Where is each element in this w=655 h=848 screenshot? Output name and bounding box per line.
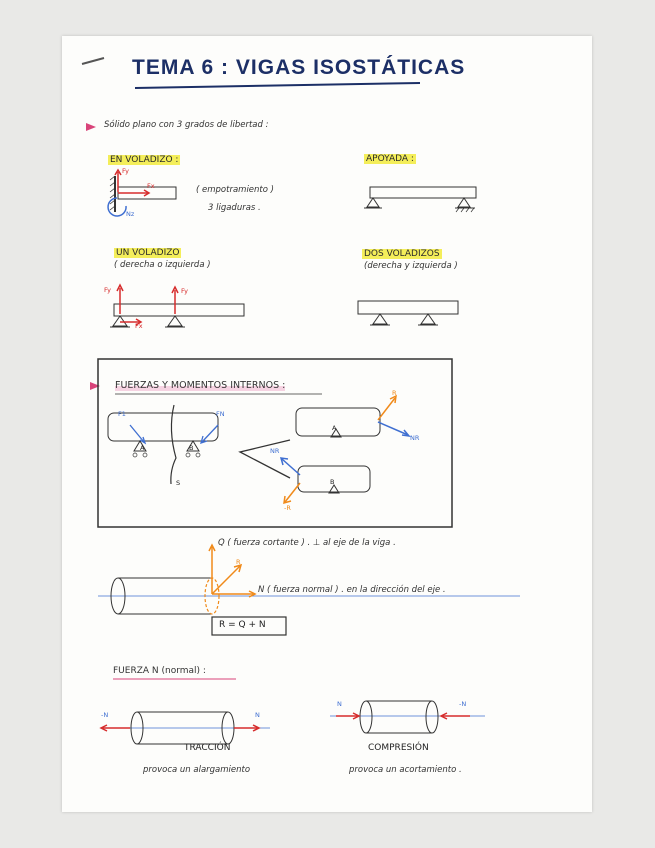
traccion-diagram: [100, 712, 270, 744]
traccion-desc: provoca un alargamiento: [143, 765, 251, 775]
voladizo-note-1: ( empotramiento ): [196, 185, 274, 195]
voladizo-note-2: 3 ligaduras .: [208, 203, 261, 213]
pencil-mark: [82, 58, 104, 64]
label-b: B: [189, 444, 194, 452]
voladizo-diagram: [108, 170, 176, 216]
un-voladizo-heading-text: UN VOLADIZO: [116, 248, 180, 258]
fuerzas-heading: FUERZAS Y MOMENTOS INTERNOS :: [115, 380, 286, 391]
un-voladizo-diagram: [110, 285, 244, 327]
q-definition: Q ( fuerza cortante ) . ⊥ al eje de la viga .: [218, 538, 396, 548]
formula-text: R = Q + N: [219, 620, 266, 630]
label-a-2: A: [332, 424, 337, 432]
un-voladizo-heading: [114, 248, 181, 258]
bullet-triangle-1: [86, 123, 96, 131]
dos-voladizos-sub: (derecha y izquierda ): [364, 261, 458, 271]
apoyada-diagram: [364, 187, 476, 212]
label-nr-right: NR: [410, 434, 420, 442]
dos-voladizos-heading: [362, 249, 442, 259]
intro-text: Sólido plano con 3 grados de libertad :: [104, 120, 269, 130]
apoyada-heading: [364, 154, 416, 164]
label-minus-n-left: -N: [101, 711, 109, 719]
page-title: TEMA 6 : VIGAS ISOSTÁTICAS: [132, 56, 466, 79]
n-definition: N ( fuerza normal ) . en la dirección del eje .: [258, 585, 446, 595]
label-n-right: N: [255, 711, 260, 719]
dos-voladizos-heading-text: DOS VOLADIZOS: [364, 249, 440, 259]
label-fx: Fx: [147, 182, 155, 190]
label-minus-n-right: -N: [459, 700, 467, 708]
label-nr-left: NR: [270, 447, 280, 455]
label-r-top: R: [392, 389, 397, 397]
label-r-def: R: [236, 558, 241, 566]
dos-voladizos-diagram: [358, 301, 458, 325]
label-moment: Nz: [126, 210, 135, 218]
right-segment-bottom: [281, 458, 370, 503]
label-fy-left: Fy: [104, 286, 111, 294]
label-s: S: [176, 479, 181, 487]
label-b-2: B: [330, 478, 335, 486]
label-fx-2: Fx: [135, 322, 143, 330]
label-fn: FN: [216, 410, 225, 418]
traccion-label: TRACCIÓN: [184, 743, 231, 753]
un-voladizo-sub: ( derecha o izquierda ): [114, 260, 211, 270]
compresion-desc: provoca un acortamiento .: [349, 765, 462, 775]
compresion-label: COMPRESIÓN: [368, 743, 429, 753]
right-segment-top: [296, 396, 409, 437]
label-fy-right: Fy: [181, 287, 188, 295]
apoyada-heading-text: APOYADA :: [366, 154, 414, 164]
label-fy: Fy: [122, 167, 129, 175]
r-arrow: [212, 566, 240, 594]
moment-arrow: [108, 198, 126, 216]
label-r-bottom: -R: [284, 504, 291, 512]
title-underline: [135, 83, 420, 88]
fuerza-n-heading: FUERZA N (normal) :: [113, 666, 206, 676]
en-voladizo-heading: [108, 155, 180, 165]
en-voladizo-heading-text: EN VOLADIZO :: [110, 155, 179, 165]
label-f1: F1: [118, 410, 126, 418]
label-a: A: [140, 444, 145, 452]
label-n-left: N: [337, 700, 342, 708]
